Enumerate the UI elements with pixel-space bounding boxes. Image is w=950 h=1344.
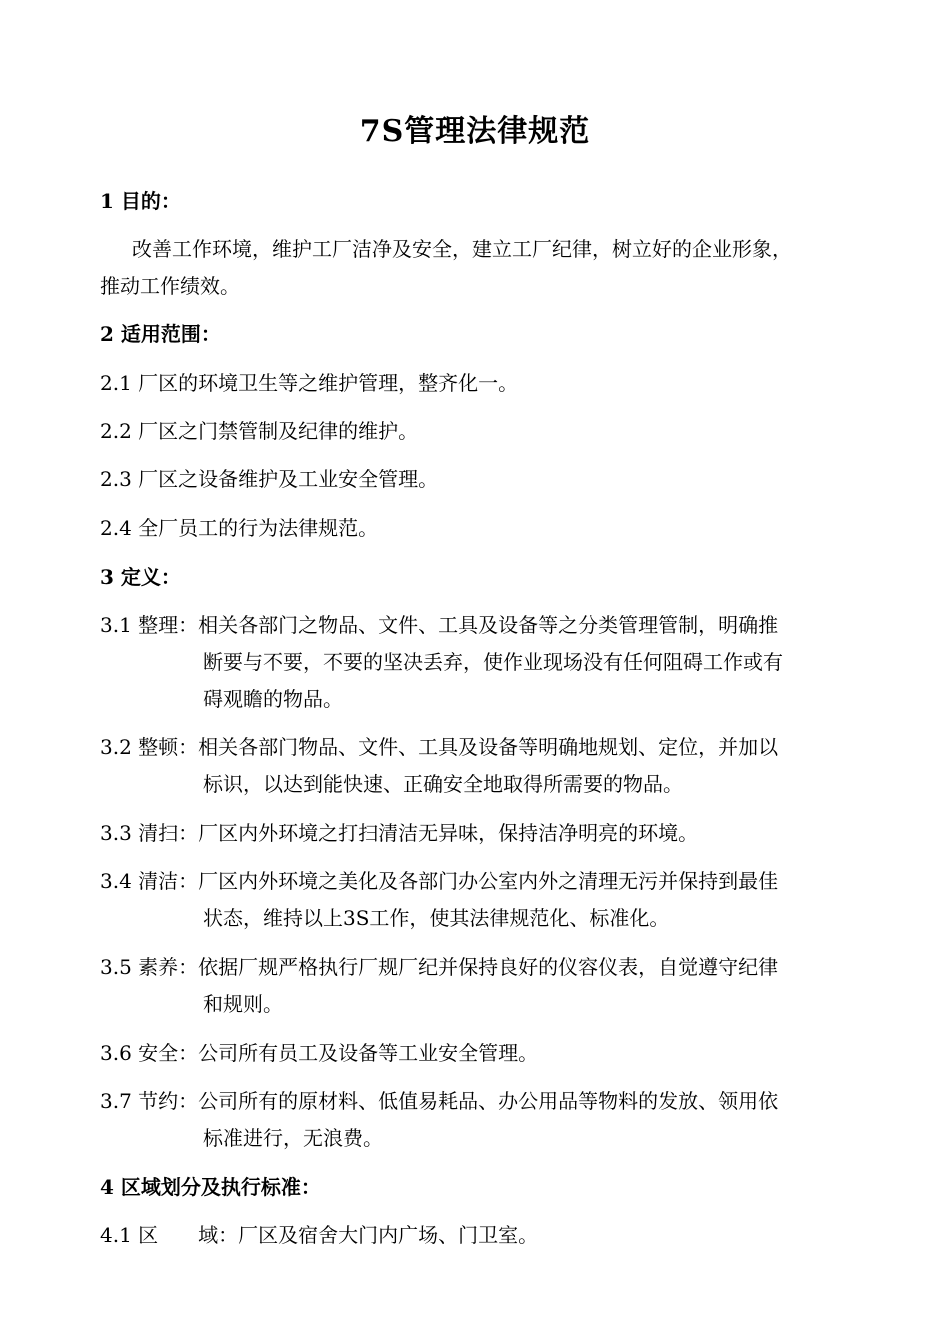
section-2-item-3: 2.3 厂区之设备维护及工业安全管理。 [100, 467, 439, 491]
section-3-item-7-line-2: 标准进行，无浪费。 [203, 1126, 383, 1150]
section-1-heading: 1 目的： [100, 189, 181, 213]
section-3-item-2-line-1: 3.2 整顿：相关各部门物品、文件、工具及设备等明确地规划、定位，并加以 [100, 735, 779, 759]
section-2-item-2: 2.2 厂区之门禁管制及纪律的维护。 [100, 419, 419, 443]
section-3-heading: 3 定义： [100, 565, 181, 589]
section-4-item-1: 4.1 区 域：厂区及宿舍大门内广场、门卫室。 [100, 1223, 539, 1247]
section-2-heading: 2 适用范围： [100, 322, 221, 346]
section-3-item-1-line-3: 碍观瞻的物品。 [203, 687, 343, 711]
section-1-paragraph-line-2: 推动工作绩效。 [100, 274, 240, 298]
section-3-item-1-line-2: 断要与不要，不要的坚决丢弃，使作业现场没有任何阻碍工作或有 [203, 650, 783, 674]
section-1-paragraph-line-1: 改善工作环境，维护工厂洁净及安全，建立工厂纪律，树立好的企业形象， [132, 237, 792, 261]
section-3-item-4-line-1: 3.4 清洁：厂区内外环境之美化及各部门办公室内外之清理无污并保持到最佳 [100, 869, 779, 893]
section-2-item-1: 2.1 厂区的环境卫生等之维护管理，整齐化一。 [100, 371, 519, 395]
section-3-item-1-line-1: 3.1 整理：相关各部门之物品、文件、工具及设备等之分类管理管制，明确推 [100, 613, 779, 637]
section-4-heading: 4 区域划分及执行标准： [100, 1175, 321, 1199]
section-3-item-7-line-1: 3.7 节约：公司所有的原材料、低值易耗品、办公用品等物料的发放、领用依 [100, 1089, 779, 1113]
section-3-item-4-line-2: 状态，维持以上3S工作，使其法律规范化、标准化。 [203, 906, 670, 930]
section-3-item-6: 3.6 安全：公司所有员工及设备等工业安全管理。 [100, 1041, 539, 1065]
section-2-item-4: 2.4 全厂员工的行为法律规范。 [100, 516, 379, 540]
section-3-item-3: 3.3 清扫：厂区内外环境之打扫清洁无异味，保持洁净明亮的环境。 [100, 821, 699, 845]
section-3-item-2-line-2: 标识，以达到能快速、正确安全地取得所需要的物品。 [203, 772, 683, 796]
document-title: 7S管理法律规范 [359, 114, 591, 149]
section-3-item-5-line-1: 3.5 素养：依据厂规严格执行厂规厂纪并保持良好的仪容仪表，自觉遵守纪律 [100, 955, 779, 979]
section-3-item-5-line-2: 和规则。 [203, 992, 283, 1016]
